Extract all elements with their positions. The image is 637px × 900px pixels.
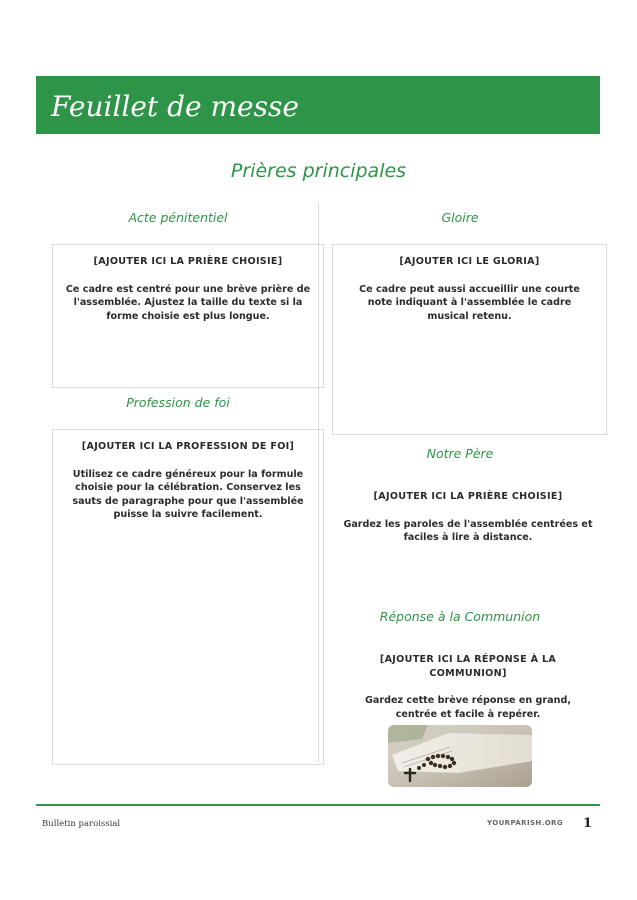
profession-de-foi-content xyxy=(71,440,305,522)
gloire-heading: Gloire xyxy=(441,210,479,225)
acte-penitentiel-content xyxy=(65,255,311,323)
section-title: Prières principales xyxy=(230,160,407,182)
profession-de-foi-heading: Profession de foi xyxy=(126,395,230,410)
gloire-body: Ce cadre peut aussi accueillir une courte note indiquant à l'assemblée le cadre musical retenu. xyxy=(359,283,580,322)
rosary-photo xyxy=(388,725,532,787)
notre-pere-placeholder: [AJOUTER ICI LA PRIÈRE CHOISIE] xyxy=(373,491,563,502)
acte-penitentiel-body: Ce cadre est centré pour une brève prière de l'assemblée. Ajustez la taille du texte si la forme choisie est plus longue. xyxy=(65,283,311,322)
notre-pere-body: Gardez les paroles de l'assemblée centrées et faciles à lire à distance. xyxy=(343,518,593,543)
acte-penitentiel-box xyxy=(52,244,324,388)
profession-de-foi-box xyxy=(52,429,324,765)
footer-url: YOURPARISH.ORG xyxy=(487,819,563,827)
footer-rule xyxy=(36,804,600,806)
notre-pere-heading: Notre Père xyxy=(426,446,494,461)
document-title: Feuillet de messe xyxy=(51,90,299,123)
communion-content xyxy=(346,653,590,721)
acte-penitentiel-heading: Acte pénitentiel xyxy=(128,210,228,225)
gloire-placeholder: [AJOUTER ICI LE GLORIA] xyxy=(399,256,540,267)
communion-heading: Réponse à la Communion xyxy=(379,609,541,624)
acte-penitentiel-placeholder: [AJOUTER ICI LA PRIÈRE CHOISIE] xyxy=(93,256,283,267)
footer-bulletin-label: Bulletin paroissial xyxy=(42,819,121,829)
profession-de-foi-body: Utilisez ce cadre généreux pour la formule choisie pour la célébration. Conservez les sauts de paragraphe pour que l'assemblée puisse la suivre facilement. xyxy=(72,468,304,520)
notre-pere-content xyxy=(340,490,596,545)
profession-de-foi-placeholder: [AJOUTER ICI LA PROFESSION DE FOI] xyxy=(81,441,295,452)
gloire-box xyxy=(332,244,607,435)
header-band xyxy=(36,76,600,134)
communion-body: Gardez cette brève réponse en grand, centrée et facile à repérer. xyxy=(365,695,571,720)
gloire-content xyxy=(349,255,590,323)
page-number: 1 xyxy=(583,816,593,831)
rosary-photo-icon xyxy=(388,725,532,787)
communion-placeholder: [AJOUTER ICI LA RÉPONSE À LA COMMUNION] xyxy=(379,654,557,679)
